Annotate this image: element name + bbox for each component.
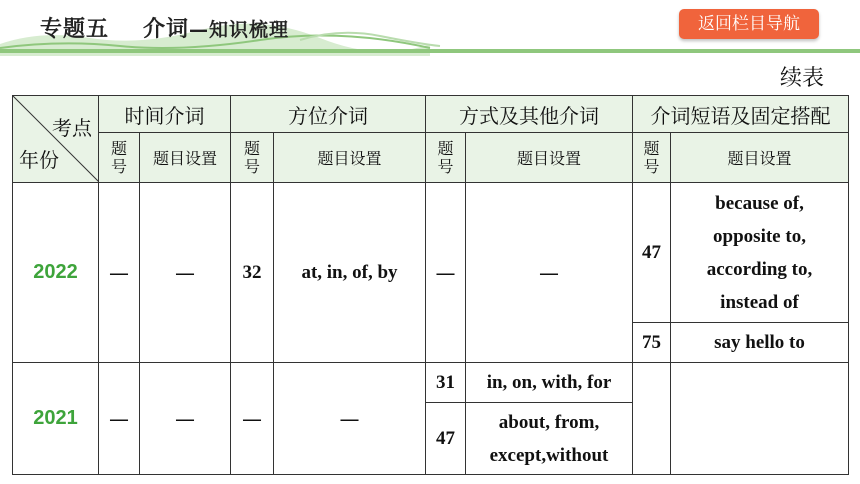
- manner-setting-cell: about, from, except,without: [466, 403, 633, 475]
- knowledge-table: [12, 95, 849, 475]
- subheader-setting: 题目设置: [671, 133, 849, 183]
- phrase-setting-cell: because of, opposite to, according to, instead of: [671, 183, 849, 323]
- time-number-cell: —: [99, 363, 140, 475]
- phrase-number-cell: 47: [633, 183, 671, 323]
- year-cell-2022: 2022: [13, 183, 99, 363]
- place-number-cell: 32: [231, 183, 274, 363]
- header-year-label: 年份: [19, 148, 59, 172]
- subheader-number: 题号: [633, 133, 671, 183]
- time-number-cell: —: [99, 183, 140, 363]
- manner-setting-cell: in, on, with, for: [466, 363, 633, 403]
- place-setting-cell: at, in, of, by: [274, 183, 426, 363]
- header-place-prepositions: 方位介词: [231, 96, 426, 133]
- phrase-number-cell: 75: [633, 323, 671, 363]
- time-setting-cell: —: [140, 363, 231, 475]
- time-setting-cell: —: [140, 183, 231, 363]
- header-topic-label: 考点: [52, 116, 92, 140]
- subheader-number: 题号: [231, 133, 274, 183]
- header-prepositional-phrases: 介词短语及固定搭配: [633, 96, 849, 133]
- header-time-prepositions: 时间介词: [99, 96, 231, 133]
- phrase-number-cell: [633, 363, 671, 475]
- manner-setting-cell: —: [466, 183, 633, 363]
- subheader-number: 题号: [426, 133, 466, 183]
- subheader-setting: 题目设置: [274, 133, 426, 183]
- diagonal-header-cell: [13, 96, 99, 183]
- year-cell-2021: 2021: [13, 363, 99, 475]
- phrase-setting-cell: say hello to: [671, 323, 849, 363]
- subheader-setting: 题目设置: [466, 133, 633, 183]
- manner-number-cell: 47: [426, 403, 466, 475]
- phrase-setting-cell: [671, 363, 849, 475]
- page-title: 专题五 介词—知识梳理: [40, 17, 290, 42]
- subheader-number: 题号: [99, 133, 140, 183]
- subheader-setting: 题目设置: [140, 133, 231, 183]
- continued-label: 续表: [779, 66, 824, 91]
- slide-header: [0, 0, 860, 56]
- back-to-nav-button[interactable]: 返回栏目导航: [679, 9, 819, 39]
- header-manner-prepositions: 方式及其他介词: [426, 96, 633, 133]
- place-setting-cell: —: [274, 363, 426, 475]
- manner-number-cell: —: [426, 183, 466, 363]
- manner-number-cell: 31: [426, 363, 466, 403]
- place-number-cell: —: [231, 363, 274, 475]
